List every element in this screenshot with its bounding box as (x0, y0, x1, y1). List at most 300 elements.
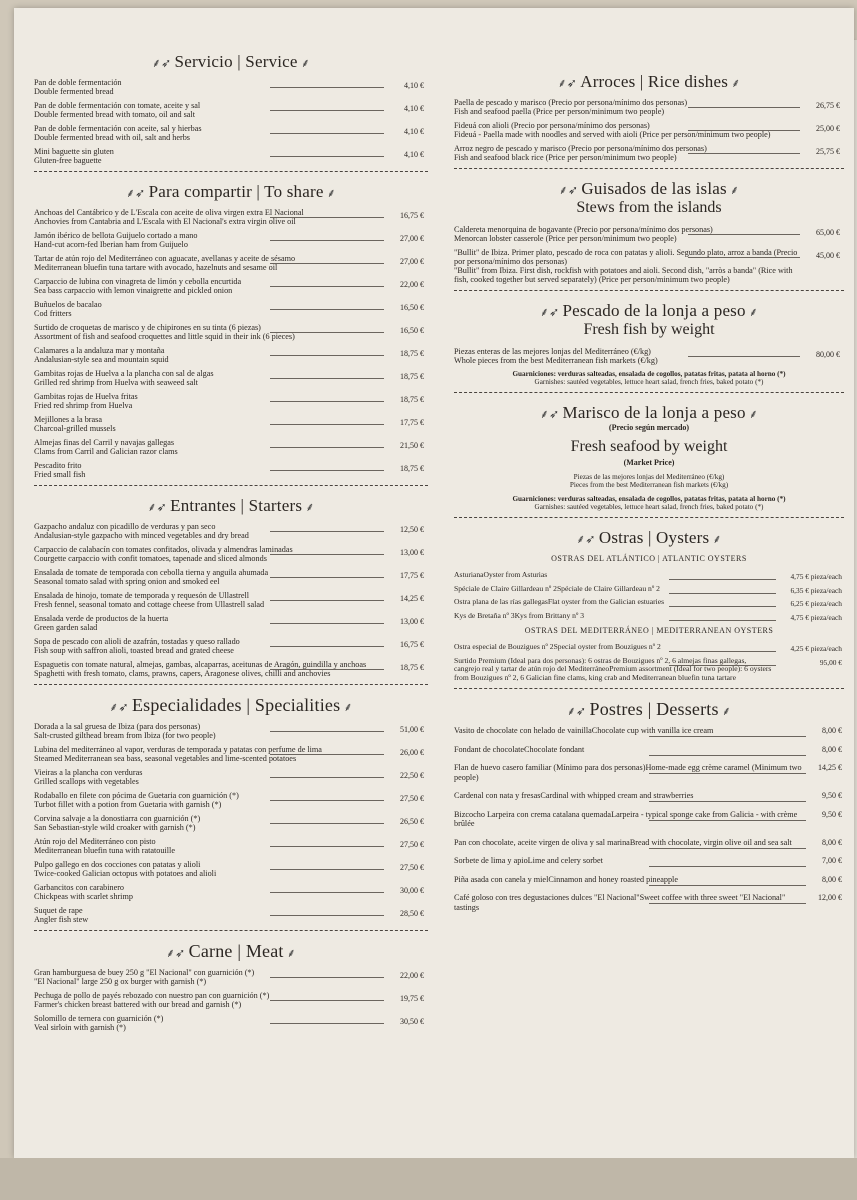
ornament-icon: ⸙ (340, 700, 353, 714)
marisco-desc (454, 473, 844, 489)
item-price: 51,00 € (400, 725, 424, 734)
item-name-en: Cardinal with whipped cream and strawberries (540, 791, 694, 800)
ornament-icon: ⸙ (745, 407, 759, 421)
dot-leader (270, 401, 384, 402)
item-name-es: Espaguetis con tomate natural, almejas, gambas, alcaparras, aceitunas de Aragón, guindilla y anchoas (34, 660, 367, 669)
item-price: 18,75 € (400, 395, 424, 404)
menu-item (34, 300, 428, 318)
arroces-title: Arroces | Rice dishes (580, 72, 729, 91)
menu-item (34, 78, 428, 96)
item-name-en: Kys from Brittany nº 3 (514, 610, 584, 620)
item-name-en: Steamed Mediterranean sea bass, seasonal vegetables and lime-scented potatoes (34, 754, 297, 763)
dot-leader (669, 606, 777, 607)
section-title (454, 179, 844, 199)
menu-item (34, 591, 428, 609)
price-note: (Precio según mercado) (608, 423, 690, 432)
garnish-note (454, 370, 844, 386)
menu-item (34, 124, 428, 142)
item-name-es: Asturiana (454, 570, 484, 579)
item-price: 16,75 € (400, 211, 424, 220)
item-name-es: Caldereta menorquina de bogavante (Precio por persona/mínimo dos personas) (454, 225, 713, 234)
item-name-en: Chocolate fondant (524, 744, 585, 754)
dessert-item (454, 763, 844, 782)
menu-item (454, 98, 844, 116)
dot-leader (270, 355, 384, 356)
item-name-en: Cinnamon and honey roasted pineapple (548, 874, 678, 884)
dashed-divider (454, 517, 844, 518)
oyster-item (454, 598, 844, 607)
dot-leader (270, 646, 384, 647)
item-price: 80,00 € (816, 350, 840, 359)
dot-leader (270, 378, 384, 379)
item-name-es: Vasito de chocolate con helado de vainilla (454, 726, 592, 735)
item-price: 22,50 € (400, 771, 424, 780)
section-guisados (454, 179, 844, 291)
section-title (34, 695, 428, 716)
garnish-en: Garnishes: sautéed vegetables, lettuce heart salad, french fries, baked potato (*) (534, 503, 764, 511)
dot-leader (270, 731, 384, 732)
section-pescado (454, 301, 844, 393)
ornament-icon: ⸙➶ (539, 407, 563, 421)
item-name-en: Premium assortment (Ideal for two people): 6 oysters from Bouzigues nº 2, 6 Galician fine clams, king crab and Mediterranean bluefin tuna tartare (454, 664, 772, 682)
ornament-icon: ⸙ (718, 704, 732, 718)
item-name-en: Double fermented bread (34, 87, 114, 96)
item-name-es: Sorbete de lima y apio (454, 856, 528, 865)
item-name-es: Sopa de pescado con alioli de azafrán, tostadas y queso rallado (34, 637, 240, 646)
dot-leader (270, 915, 384, 916)
dot-leader (270, 240, 384, 241)
menu-item (454, 248, 844, 284)
menu-item (34, 231, 428, 249)
item-name-es: Surtido de croquetas de marisco y de chipirones en su tinta (6 piezas) (34, 323, 261, 332)
item-name-es: Pan con chocolate, aceite virgen de oliva y sal marina (454, 837, 630, 847)
dessert-item (454, 838, 844, 848)
pescado-list (454, 347, 844, 365)
section-entrantes (34, 496, 428, 685)
item-name-es: Almejas finas del Carril y navajas gallegas (34, 438, 175, 447)
menu-item (34, 208, 428, 226)
dessert-item (454, 745, 844, 755)
section-title (454, 403, 844, 423)
item-name-en: Andalusian-style sea and mountain squid (34, 355, 169, 364)
mediterranean-heading: OSTRAS DEL MEDITERRÁNEO | MEDITERRANEAN OYSTERS (524, 626, 774, 635)
menu-item (454, 144, 844, 162)
dot-leader (688, 130, 800, 131)
compartir-title: Para compartir | To share (148, 182, 324, 201)
item-name-en: Spaghetti with fresh tomato, clams, prawns, capers, Aragonese olives, chilli and anchovies (34, 669, 331, 678)
dot-leader (270, 754, 384, 755)
item-name-es: Ostra plana de las rías gallegas (454, 597, 548, 606)
item-price: 30,50 € (400, 1017, 424, 1026)
section-ostras (454, 528, 844, 689)
garnish-es: Guarniciones: verduras salteadas, ensalada de cogollos, patatas fritas, patata al horno (*) (512, 370, 786, 378)
dot-leader (270, 309, 384, 310)
dot-leader (270, 332, 384, 333)
item-name-en: Double fermented bread with oil, salt and herbs (34, 133, 190, 142)
desc-en: Pieces from the best Mediterranean fish markets (€/kg) (569, 481, 729, 489)
garnish-note (454, 495, 844, 511)
item-price: 21,50 € (400, 441, 424, 450)
dot-leader (270, 87, 384, 88)
menu-item (34, 1014, 428, 1032)
menu-item (34, 968, 428, 986)
servicio-title: Servicio | Service (174, 52, 298, 71)
item-name-es: Piña asada con canela y miel (454, 874, 549, 884)
menu-item (34, 147, 428, 165)
section-title (454, 72, 844, 92)
item-name-en: Lime and celery sorbet (527, 856, 603, 865)
dot-leader (270, 623, 384, 624)
dot-leader (270, 133, 384, 134)
ornament-icon: ⸙➶ (557, 76, 581, 90)
item-name-en: Chickpeas with scarlet shrimp (34, 892, 133, 901)
item-price: 9,50 € (822, 791, 842, 800)
right-column (454, 8, 844, 921)
item-name-es: "Bullit" de Ibiza. Primer plato, pescado de roca con patatas y alioli. Segundo plato, arroz a banda (Precio por persona/mínimo dos personas) (454, 248, 798, 266)
item-name-es: Atún rojo del Mediterráneo con pisto (34, 837, 156, 846)
item-price: 27,00 € (400, 234, 424, 243)
item-price: 4,75 € pieza/each (790, 612, 842, 622)
dot-leader (688, 153, 800, 154)
item-price: 18,75 € (400, 372, 424, 381)
dot-leader (688, 234, 800, 235)
menu-item (34, 323, 428, 341)
dashed-divider (454, 168, 844, 169)
item-name-en: Hand-cut acorn-fed Iberian ham from Guijuelo (34, 240, 188, 249)
item-price: 13,00 € (400, 548, 424, 557)
dot-leader (270, 1000, 384, 1001)
item-name-es: Pescadito frito (34, 461, 82, 470)
item-name-es: Mejillones a la brasa (34, 415, 102, 424)
menu-item (454, 347, 844, 365)
section-postres (454, 699, 844, 912)
pescado-title: Pescado de la lonja a peso (562, 301, 746, 320)
item-name-en: Fried red shrimp from Huelva (34, 401, 133, 410)
ornament-icon: ⸙➶ (151, 56, 175, 70)
menu-item (34, 614, 428, 632)
dot-leader (270, 669, 384, 670)
dot-leader (649, 801, 806, 802)
item-name-en: Clams from Carril and Galician razor clams (34, 447, 178, 456)
item-name-en: Fish and seafood paella (Price per person/minimum two people) (454, 107, 665, 116)
dot-leader (270, 531, 384, 532)
ornament-icon: ⸙➶ (165, 946, 189, 960)
item-price: 19,75 € (400, 994, 424, 1003)
item-name-en: Farmer's chicken breast battered with our bread and garnish (*) (34, 1000, 242, 1009)
oyster-item (454, 571, 844, 580)
dot-leader (649, 885, 806, 886)
dot-leader (270, 600, 384, 601)
ornament-icon: ⸙ (709, 532, 722, 546)
ornament-icon: ⸙➶ (125, 186, 149, 200)
arroces-list (454, 98, 844, 162)
section-subtitle: Fresh seafood by weight (570, 438, 728, 455)
dot-leader (688, 107, 800, 108)
dashed-divider (34, 930, 428, 931)
dot-leader (270, 577, 384, 578)
dot-leader (270, 823, 384, 824)
item-name-en: Menorcan lobster casserole (Price per person/minimum two people) (454, 234, 677, 243)
item-name-es: Garbancitos con carabinero (34, 883, 125, 892)
atlantic-list (454, 571, 844, 620)
postres-title: Postres | Desserts (589, 699, 719, 719)
item-name-en: San Sebastian-style wild croaker with garnish (*) (34, 823, 196, 832)
item-name-es: Ostra especial de Bouzigues nº 2 (454, 642, 554, 651)
item-price: 65,00 € (816, 228, 840, 237)
item-price: 6,35 € pieza/each (790, 585, 842, 595)
dot-leader (270, 1023, 384, 1024)
dot-leader (270, 892, 384, 893)
menu-sheet (14, 8, 854, 1158)
item-price: 13,00 € (400, 617, 424, 626)
item-price: 26,75 € (816, 101, 840, 110)
item-price: 27,00 € (400, 257, 424, 266)
menu-item (34, 745, 428, 763)
item-price: 27,50 € (400, 863, 424, 872)
item-name-en: Turbot fillet with a potion from Guetaria with garnish (*) (34, 800, 222, 809)
dot-leader (270, 217, 384, 218)
ornament-icon: ⸙➶ (147, 500, 171, 514)
menu-item (34, 545, 428, 563)
item-name-en: Fresh fennel, seasonal tomato and cottage cheese from Ullastrell salad (34, 600, 265, 609)
item-name-es: Corvina salvaje a la donostiarra con guarnición (*) (34, 814, 201, 823)
dot-leader (669, 579, 777, 580)
menu-item (34, 837, 428, 855)
item-name-es: Spéciale de Claire Gillardeau nº 2 (454, 583, 557, 593)
menu-item (34, 906, 428, 924)
item-price: 12,50 € (400, 525, 424, 534)
item-price: 14,25 € (400, 594, 424, 603)
item-name-es: Piezas enteras de las mejores lonjas del Mediterráneo (€/kg) (454, 347, 651, 356)
dessert-item (454, 893, 844, 912)
menu-item (34, 254, 428, 272)
item-price: 26,50 € (400, 817, 424, 826)
item-price: 22,00 € (400, 280, 424, 289)
item-name-en: Sea bass carpaccio with lemon vinaigrette and pickled onion (34, 286, 233, 295)
dot-leader (270, 846, 384, 847)
dot-leader (270, 470, 384, 471)
menu-item (34, 277, 428, 295)
item-price: 26,00 € (400, 748, 424, 757)
item-name-en: Home-made egg crème caramel (Minimum two people) (454, 763, 802, 782)
item-name-es: Pechuga de pollo de payés rebozado con nuestro pan con guarnición (*) (34, 991, 270, 1000)
item-name-en: Veal sirloin with garnish (*) (34, 1023, 126, 1032)
ornament-icon: ⸙ (297, 56, 311, 70)
section-carne (34, 941, 428, 1032)
item-name-en: Double fermented bread with tomato, oil and salt (34, 110, 195, 119)
item-name-es: Flan de huevo casero familiar (Mínimo para dos personas) (454, 763, 646, 772)
dashed-divider (34, 485, 428, 486)
item-price: 9,50 € (822, 809, 842, 819)
item-name-en: Angler fish stew (34, 915, 89, 924)
item-name-es: Cardenal con nata y fresas (454, 791, 541, 800)
dot-leader (270, 777, 384, 778)
item-name-en: Chocolate cup with vanilla ice cream (591, 726, 714, 735)
item-name-en: Salt-crusted gilthead bream from Ibiza (for two people) (34, 731, 216, 740)
dot-leader (649, 755, 806, 756)
item-name-es: Mini baguette sin gluten (34, 147, 114, 156)
item-name-es: Buñuelos de bacalao (34, 300, 102, 309)
dot-leader (270, 554, 384, 555)
section-title (34, 496, 428, 516)
item-name-en: Grilled red shrimp from Huelva with seaweed salt (34, 378, 198, 387)
item-name-en: Sweet coffee with three sweet "El Nacional" tastings (454, 893, 786, 912)
especialidades-title: Especialidades | Specialities (131, 695, 341, 715)
item-name-es: Pan de doble fermentación (34, 78, 122, 87)
dot-leader (270, 110, 384, 111)
section-compartir (34, 182, 428, 486)
item-name-en: Gluten-free baguette (34, 156, 102, 165)
menu-item (34, 438, 428, 456)
item-name-en: Charcoal-grilled mussels (34, 424, 116, 433)
dot-leader (669, 593, 777, 594)
item-name-en: Fried small fish (34, 470, 86, 479)
ornament-icon: ⸙➶ (109, 700, 132, 714)
item-price: 28,50 € (400, 909, 424, 918)
item-price: 16,75 € (400, 640, 424, 649)
garnish-es: Guarniciones: verduras salteadas, ensalada de cogollos, patatas fritas, patata al horno (*) (512, 495, 786, 503)
dashed-divider (454, 392, 844, 393)
item-price: 4,10 € (404, 127, 424, 136)
item-name-en: Grilled scallops with vegetables (34, 777, 139, 786)
item-price: 8,00 € (822, 744, 842, 754)
item-price: 4,10 € (404, 104, 424, 113)
ornament-icon: ⸙ (728, 76, 741, 90)
dot-leader (270, 977, 384, 978)
item-price: 22,00 € (400, 971, 424, 980)
item-price: 12,00 € (818, 893, 842, 902)
item-name-es: Bizcocho Larpeira con crema catalana quemada (454, 809, 612, 819)
left-column (34, 8, 428, 1037)
menu-item (34, 392, 428, 410)
marisco-title: Marisco de la lonja a peso (562, 403, 746, 422)
item-price: 45,00 € (816, 251, 840, 260)
oyster-item (454, 657, 844, 683)
dot-leader (270, 156, 384, 157)
section-especialidades (34, 695, 428, 931)
dot-leader (649, 820, 806, 821)
dot-leader (649, 866, 806, 867)
dessert-item (454, 875, 844, 885)
dot-leader (270, 869, 384, 870)
item-name-es: Ensalada de hinojo, tomate de temporada y requesón de Ullastrell (34, 591, 250, 600)
garnish-en: Garnishes: sautéed vegetables, lettuce heart salad, french fries, baked potato (*) (534, 378, 764, 386)
item-price: 17,75 € (400, 418, 424, 427)
price-note: (Market Price) (623, 458, 675, 467)
menu-item (454, 225, 844, 243)
ornament-icon: ⸙ (302, 500, 315, 514)
dot-leader (688, 257, 800, 258)
item-name-es: Calamares a la andaluza mar y montaña (34, 346, 165, 355)
menu-item (34, 860, 428, 878)
dashed-divider (34, 171, 428, 172)
item-price: 16,50 € (400, 326, 424, 335)
item-price: 4,10 € (404, 150, 424, 159)
item-name-en: Cod fritters (34, 309, 72, 318)
ornament-icon: ⸙➶ (558, 183, 582, 197)
item-price: 95,00 € (819, 657, 842, 667)
table-surface (0, 1158, 857, 1200)
dot-leader (270, 424, 384, 425)
dessert-item (454, 856, 844, 866)
item-price: 16,50 € (400, 303, 424, 312)
item-name-es: Ensalada de tomate de temporada con cebolla tierna y anguila ahumada (34, 568, 269, 577)
section-arroces (454, 72, 844, 169)
menu-item (34, 568, 428, 586)
item-name-es: Fideuá con alioli (Precio por persona/mínimo dos personas) (454, 121, 650, 130)
section-title (454, 301, 844, 321)
oyster-item (454, 643, 844, 652)
item-name-es: Lubina del mediterráneo al vapor, verduras de temporada y patatas con perfume de lima (34, 745, 322, 754)
item-name-en: Twice-cooked Galician octopus with potatoes and alioli (34, 869, 217, 878)
menu-item (34, 991, 428, 1009)
item-name-en: Larpeira - typical sponge cake from Galicia - with crème brûlée (454, 809, 798, 828)
item-name-en: Green garden salad (34, 623, 98, 632)
guisados-list (454, 225, 844, 284)
ostras-title: Ostras | Oysters (598, 528, 710, 547)
item-price: 8,00 € (822, 726, 842, 735)
item-name-es: Tartar de atún rojo del Mediterráneo con aguacate, avellanas y aceite de sésamo (34, 254, 296, 263)
item-price: 4,10 € (404, 81, 424, 90)
item-name-es: Surtido Premium (Ideal para dos personas): 6 ostras de Bouzigues nº 2, 6 almejas finas gallegas, cangrejo real y tartar de atún rojo del Mediterráneo (454, 655, 747, 673)
dot-leader (270, 286, 384, 287)
item-name-es: Gambitas rojas de Huelva a la plancha con sal de algas (34, 369, 214, 378)
item-price: 7,00 € (822, 856, 842, 865)
ornament-icon: ⸙➶ (576, 532, 599, 546)
item-price: 8,00 € (822, 874, 842, 884)
item-name-es: Jamón ibérico de bellota Guijuelo cortado a mano (34, 231, 198, 240)
dot-leader (270, 263, 384, 264)
item-name-es: Fondant de chocolate (454, 744, 525, 754)
item-price: 17,75 € (400, 571, 424, 580)
menu-item (34, 768, 428, 786)
section-subtitle: Stews from the islands (576, 199, 722, 216)
item-name-en: Whole pieces from the best Mediterranean fish markets (€/kg) (454, 356, 658, 365)
item-price: 8,00 € (822, 837, 842, 847)
item-price: 25,75 € (816, 147, 840, 156)
item-price: 4,75 € pieza/each (790, 572, 842, 581)
item-name-en: Andalusian-style gazpacho with minced vegetables and dry bread (34, 531, 249, 540)
item-name-es: Café goloso con tres degustaciones dulces "El Nacional" (454, 893, 640, 902)
menu-item (34, 522, 428, 540)
item-name-es: Pan de doble fermentación con aceite, sal y hierbas (34, 124, 202, 133)
mediterranean-list (454, 643, 844, 682)
item-name-es: Carpaccio de calabacín con tomates confitados, olivada y almendras laminadas (34, 545, 293, 554)
item-name-en: "El Nacional" large 250 g ox burger with garnish (*) (34, 977, 207, 986)
item-price: 27,50 € (400, 794, 424, 803)
section-title (34, 941, 428, 962)
item-name-es: Vieiras a la plancha con verduras (34, 768, 143, 777)
item-price: 18,75 € (400, 663, 424, 672)
dot-leader (649, 773, 806, 774)
postres-list (454, 726, 844, 912)
menu-item (34, 415, 428, 433)
dot-leader (669, 651, 777, 652)
section-servicio (34, 52, 428, 172)
item-name-es: Ensalada verde de productos de la huerta (34, 614, 169, 623)
carne-list (34, 968, 428, 1032)
dessert-item (454, 810, 844, 829)
item-name-es: Gran hamburguesa de buey 250 g "El Nacional" con guarnición (*) (34, 968, 255, 977)
ornament-icon: ⸙ (283, 946, 297, 960)
section-title (34, 52, 428, 72)
oyster-item (454, 612, 844, 621)
ornament-icon: ⸙➶ (539, 305, 563, 319)
item-name-en: Courgette carpaccio with confit tomatoes, tapenade and sliced almonds (34, 554, 267, 563)
item-price: 18,75 € (400, 464, 424, 473)
menu-item (34, 660, 428, 678)
ornament-icon: ⸙ (745, 305, 759, 319)
